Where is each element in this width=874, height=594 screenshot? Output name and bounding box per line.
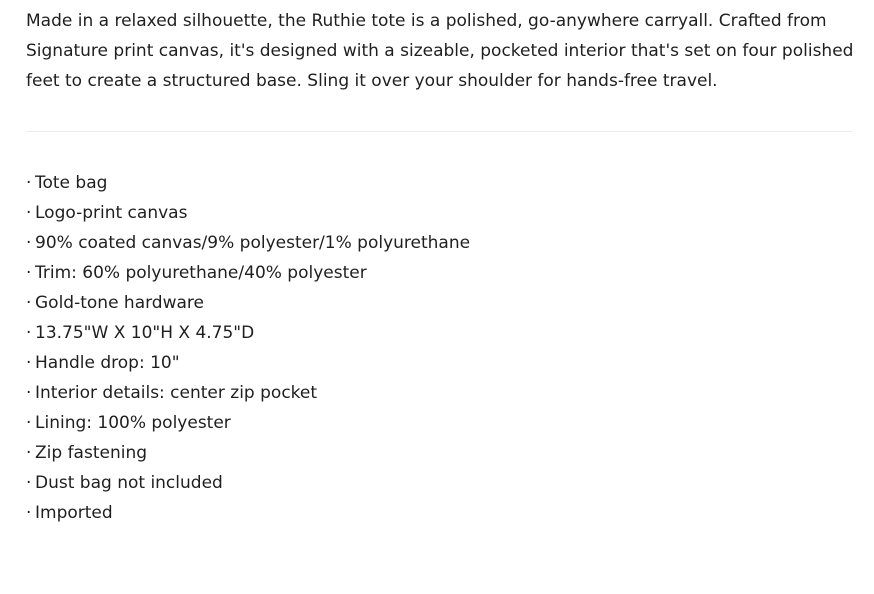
feature-text: Logo-print canvas	[35, 203, 188, 223]
bullet-icon: ·	[26, 323, 32, 343]
feature-item	[26, 198, 470, 228]
feature-item	[26, 168, 470, 198]
bullet-icon: ·	[26, 383, 32, 403]
bullet-icon: ·	[26, 353, 32, 373]
bullet-icon: ·	[26, 473, 32, 493]
feature-item	[26, 228, 470, 258]
feature-text: Interior details: center zip pocket	[35, 383, 318, 403]
feature-item	[26, 258, 470, 288]
feature-text: Zip fastening	[35, 443, 148, 463]
feature-text: Dust bag not included	[35, 473, 223, 493]
feature-item	[26, 288, 470, 318]
feature-item	[26, 348, 470, 378]
bullet-icon: ·	[26, 413, 32, 433]
feature-text: Handle drop: 10"	[35, 353, 180, 373]
feature-item	[26, 438, 470, 468]
feature-item	[26, 498, 470, 528]
feature-text: Lining: 100% polyester	[35, 413, 231, 433]
section-divider	[26, 131, 852, 132]
bullet-icon: ·	[26, 443, 32, 463]
feature-text: Tote bag	[35, 173, 108, 193]
bullet-icon: ·	[26, 233, 32, 253]
bullet-icon: ·	[26, 203, 32, 223]
bullet-icon: ·	[26, 503, 32, 523]
feature-list	[26, 168, 470, 528]
feature-item	[26, 468, 470, 498]
bullet-icon: ·	[26, 293, 32, 313]
feature-item	[26, 378, 470, 408]
bullet-icon: ·	[26, 173, 32, 193]
feature-item	[26, 318, 470, 348]
product-description: Made in a relaxed silhouette, the Ruthie tote is a polished, go-anywhere carryall. Crafted from Signature print canvas, it's designed with a sizeable, pocketed interior that's set on four polished feet to create a structured base. Sling it over your shoulder for hands-free travel.	[26, 11, 854, 91]
bullet-icon: ·	[26, 263, 32, 283]
feature-item	[26, 408, 470, 438]
feature-text: 13.75"W X 10"H X 4.75"D	[35, 323, 255, 343]
feature-text: Trim: 60% polyurethane/40% polyester	[35, 263, 367, 283]
feature-text: Gold-tone hardware	[35, 293, 204, 313]
feature-text: Imported	[35, 503, 113, 523]
feature-text: 90% coated canvas/9% polyester/1% polyurethane	[35, 233, 471, 253]
